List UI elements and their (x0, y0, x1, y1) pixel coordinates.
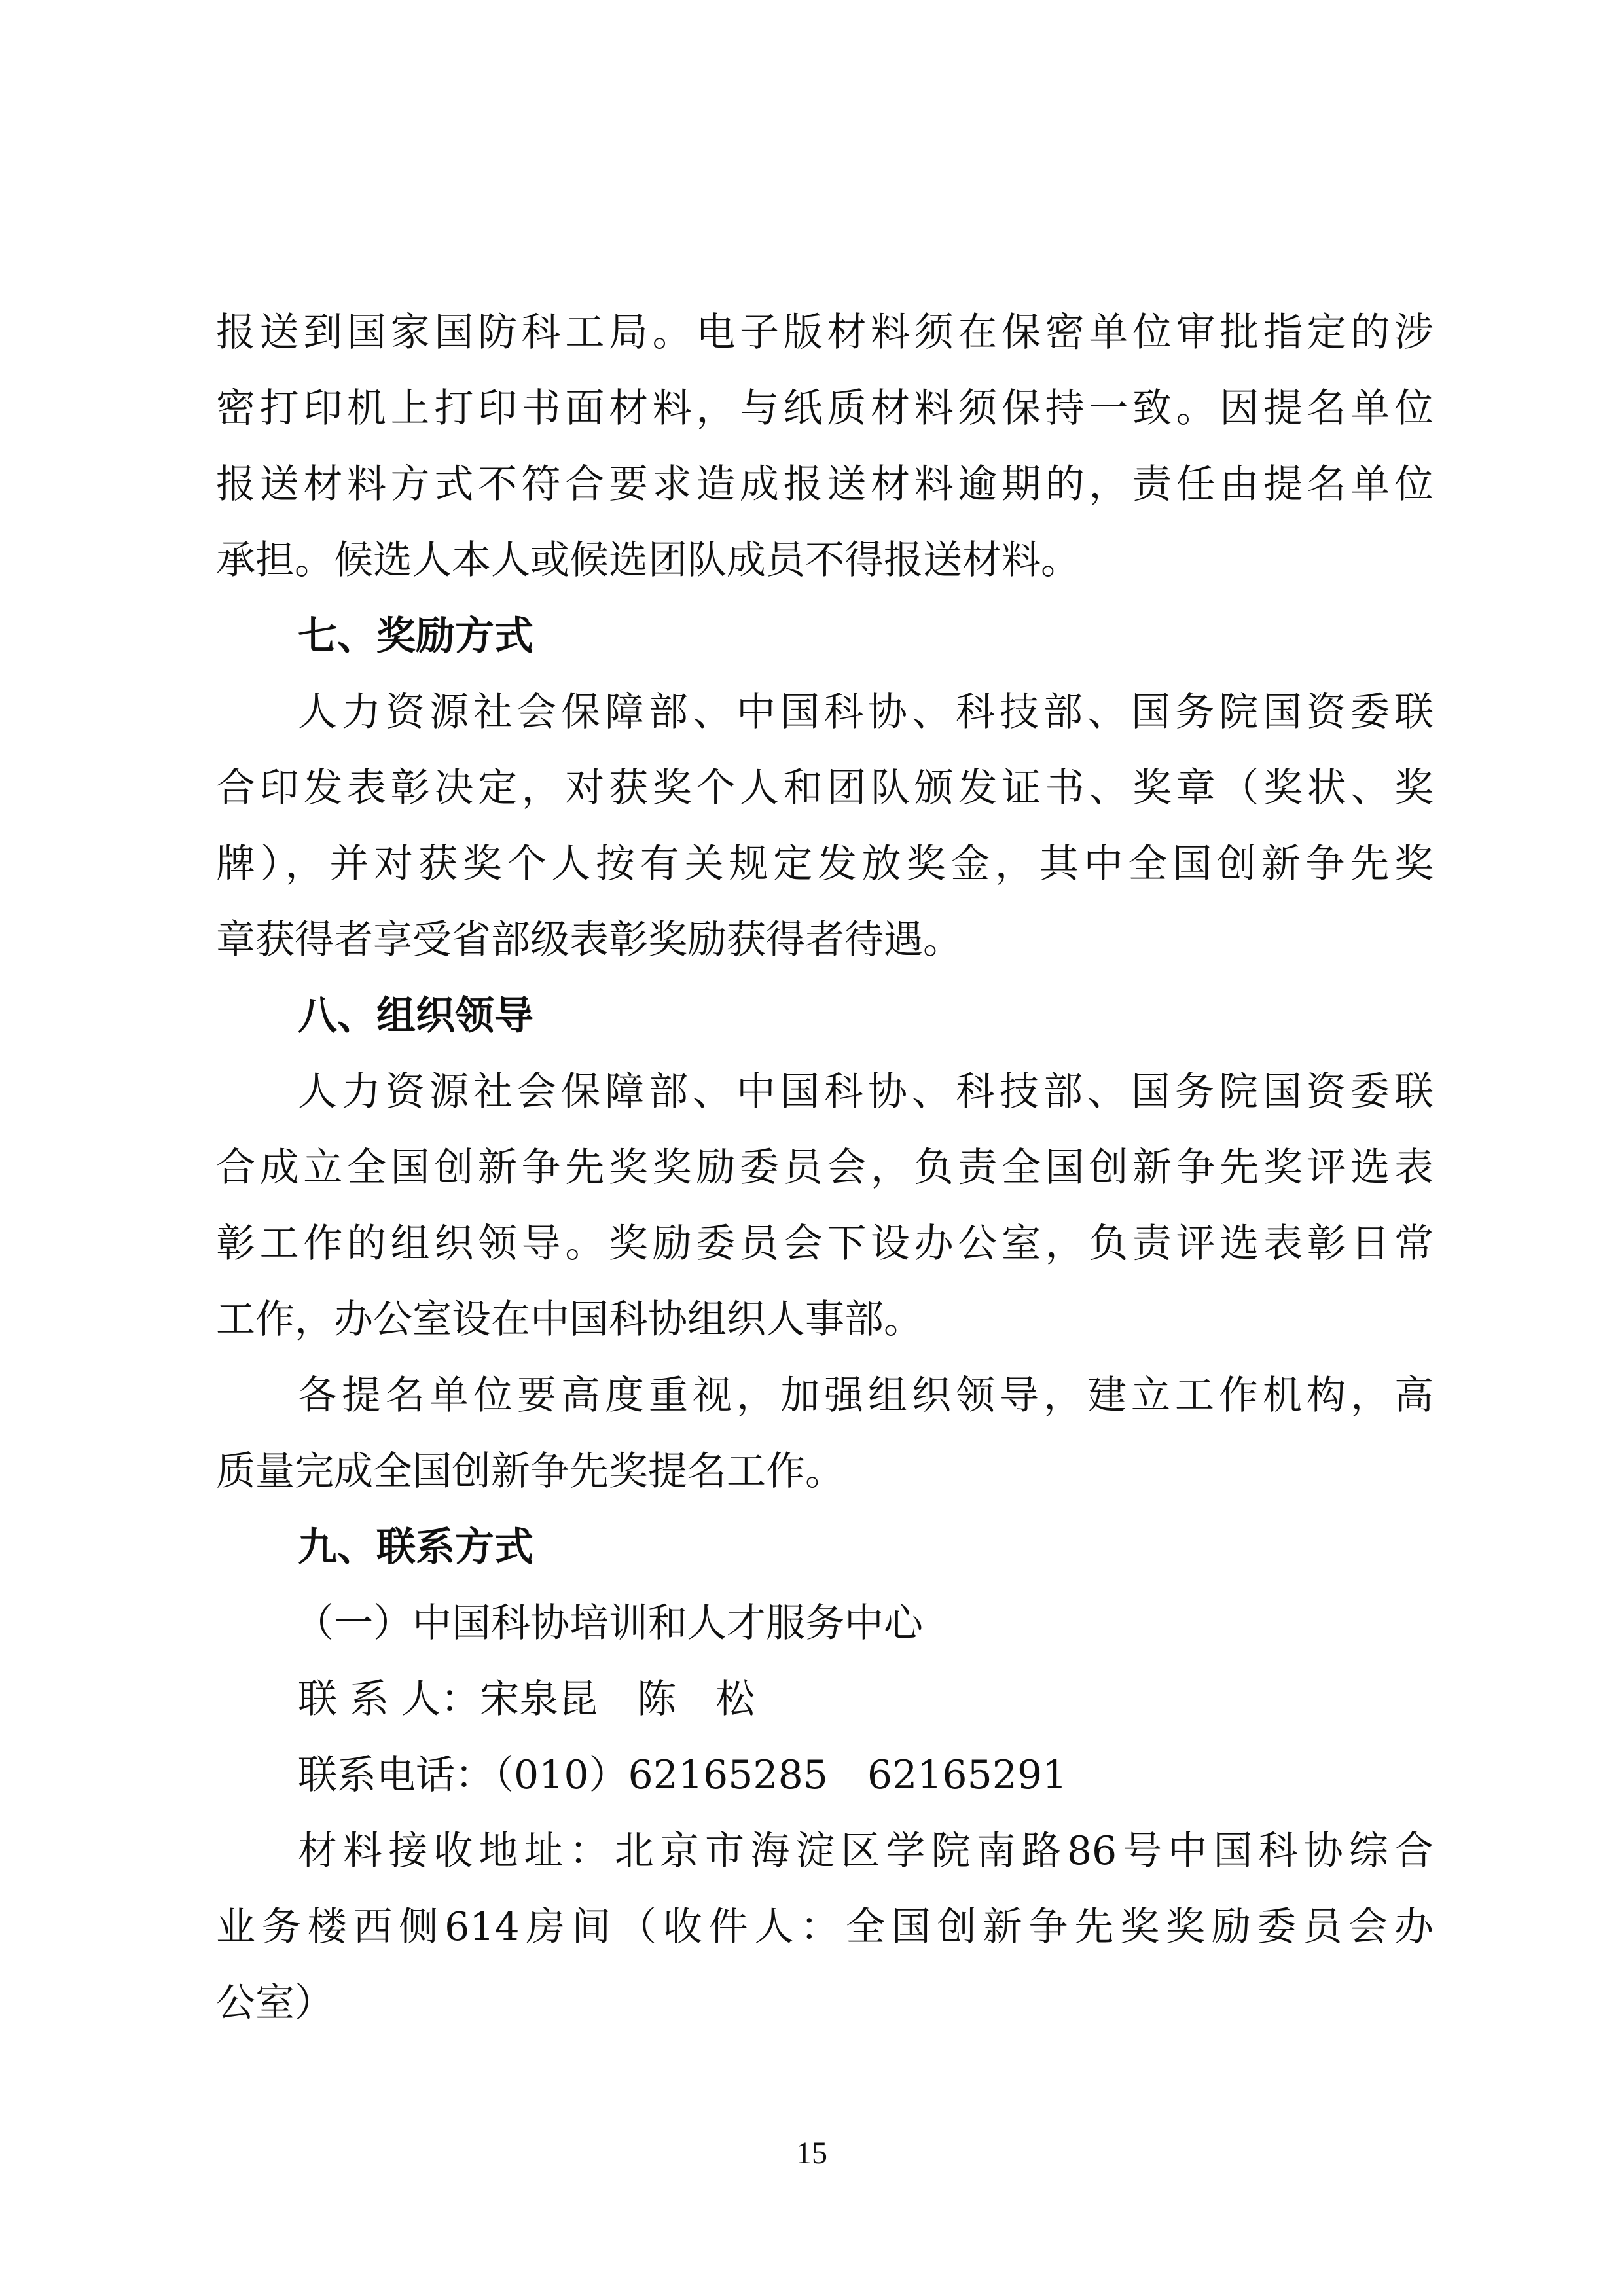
contact-person-line: 联 系 人：宋泉昆 陈 松 (298, 1676, 755, 1722)
paragraph-line: 报送到国家国防科工局。电子版材料须在保密单位审批指定的涉 (216, 310, 1434, 355)
address-line: 材料接收地址：北京市海淀区学院南路86号中国科协综合 (298, 1828, 1434, 1874)
paragraph-line: 承担。候选人本人或候选团队成员不得报送材料。 (216, 537, 1080, 583)
sub-heading-organization: （一）中国科协培训和人才服务中心 (295, 1600, 923, 1646)
paragraph-line: 密打印机上打印书面材料，与纸质材料须保持一致。因提名单位 (216, 386, 1434, 431)
contact-phone-line: 联系电话：（010）62165285 62165291 (298, 1752, 1068, 1798)
paragraph-line: 合成立全国创新争先奖奖励委员会，负责全国创新争先奖评选表 (216, 1145, 1434, 1191)
paragraph-line: 合印发表彰决定，对获奖个人和团队颁发证书、奖章（奖状、奖 (216, 765, 1434, 811)
section-heading-contact: 九、联系方式 (298, 1524, 533, 1570)
paragraph-line: 牌），并对获奖个人按有关规定发放奖金，其中全国创新争先奖 (216, 841, 1434, 887)
paragraph-line: 各提名单位要高度重视，加强组织领导，建立工作机构，高 (298, 1373, 1434, 1418)
page-number: 15 (796, 2136, 827, 2171)
paragraph-line: 人力资源社会保障部、中国科协、科技部、国务院国资委联 (298, 689, 1434, 735)
paragraph-line: 人力资源社会保障部、中国科协、科技部、国务院国资委联 (298, 1069, 1434, 1115)
section-heading-leadership: 八、组织领导 (298, 993, 533, 1039)
address-line: 业务楼西侧614房间（收件人：全国创新争先奖奖励委员会办 (216, 1904, 1434, 1950)
section-heading-reward: 七、奖励方式 (298, 613, 533, 659)
paragraph-line: 质量完成全国创新争先奖提名工作。 (216, 1449, 844, 1494)
paragraph-line: 章获得者享受省部级表彰奖励获得者待遇。 (216, 917, 962, 963)
paragraph-line: 报送材料方式不符合要求造成报送材料逾期的，责任由提名单位 (216, 461, 1434, 507)
address-line: 公室） (216, 1980, 334, 2026)
paragraph-line: 工作，办公室设在中国科协组织人事部。 (216, 1297, 923, 1343)
paragraph-line: 彰工作的组织领导。奖励委员会下设办公室，负责评选表彰日常 (216, 1221, 1434, 1267)
